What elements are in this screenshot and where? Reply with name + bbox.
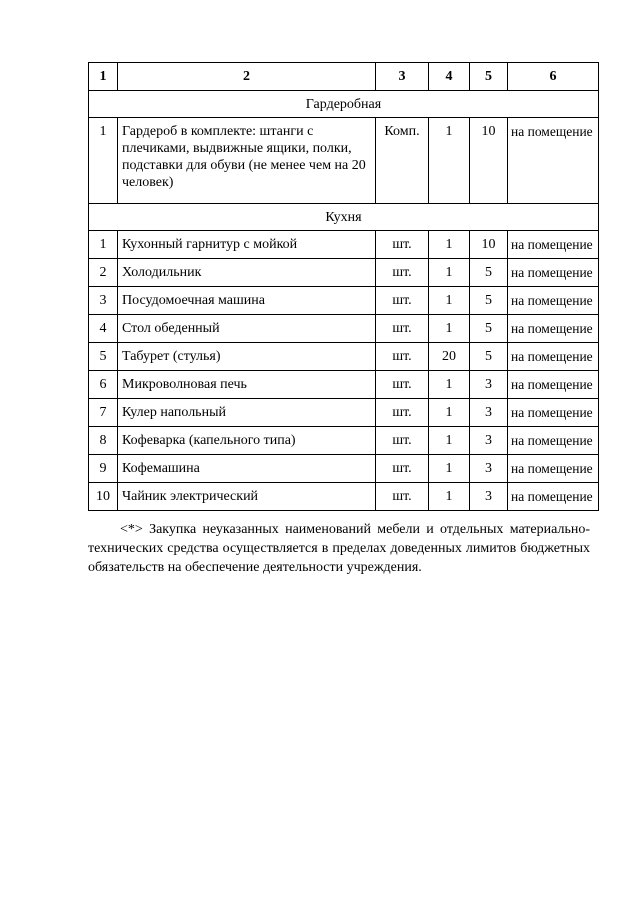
row-number: 2: [89, 259, 118, 287]
header-cell: 6: [508, 63, 599, 91]
table-row: [89, 343, 599, 371]
equipment-table: [88, 62, 599, 511]
item-name: Холодильник: [118, 259, 376, 287]
row-number: 6: [89, 371, 118, 399]
item-quantity: 1: [429, 427, 470, 455]
item-unit: шт.: [376, 371, 429, 399]
item-name: Кофеварка (капельного типа): [118, 427, 376, 455]
item-quantity: 1: [429, 455, 470, 483]
item-name: Чайник электрический: [118, 483, 376, 511]
item-service-life: 5: [470, 315, 508, 343]
item-quantity: 1: [429, 399, 470, 427]
item-quantity: 1: [429, 231, 470, 259]
item-name: Посудомоечная машина: [118, 287, 376, 315]
row-number: 10: [89, 483, 118, 511]
table-row: [89, 118, 599, 204]
item-service-life: 5: [470, 343, 508, 371]
table-row: [89, 427, 599, 455]
item-note: на помещение: [508, 399, 599, 427]
row-number: 8: [89, 427, 118, 455]
item-quantity: 1: [429, 259, 470, 287]
item-name: Стол обеденный: [118, 315, 376, 343]
item-name: Кофемашина: [118, 455, 376, 483]
table-row: [89, 455, 599, 483]
item-note: на помещение: [508, 287, 599, 315]
item-service-life: 3: [470, 399, 508, 427]
item-note: на помещение: [508, 455, 599, 483]
item-service-life: 3: [470, 371, 508, 399]
item-unit: шт.: [376, 287, 429, 315]
item-unit: шт.: [376, 427, 429, 455]
header-cell: 1: [89, 63, 118, 91]
item-note: на помещение: [508, 259, 599, 287]
item-name: Кулер напольный: [118, 399, 376, 427]
row-number: 1: [89, 118, 118, 204]
item-service-life: 3: [470, 427, 508, 455]
table-row: [89, 399, 599, 427]
item-service-life: 3: [470, 483, 508, 511]
item-unit: шт.: [376, 343, 429, 371]
item-unit: шт.: [376, 259, 429, 287]
item-note: на помещение: [508, 371, 599, 399]
item-name: Микроволновая печь: [118, 371, 376, 399]
row-number: 9: [89, 455, 118, 483]
section-row: [89, 204, 599, 231]
footnote: <*> Закупка неуказанных наименований мебели и отдельных материально-технических средства осуществляется в пределах доведенных лимитов бюджетных обязательств на обеспечение деятельности учреждения.: [88, 522, 590, 575]
item-service-life: 3: [470, 455, 508, 483]
item-quantity: 1: [429, 483, 470, 511]
row-number: 5: [89, 343, 118, 371]
header-cell: 5: [470, 63, 508, 91]
item-note: на помещение: [508, 118, 599, 204]
row-number: 3: [89, 287, 118, 315]
item-quantity: 20: [429, 343, 470, 371]
item-quantity: 1: [429, 118, 470, 204]
header-cell: 3: [376, 63, 429, 91]
item-note: на помещение: [508, 427, 599, 455]
item-service-life: 10: [470, 231, 508, 259]
table-body: [89, 63, 599, 511]
table-row: [89, 259, 599, 287]
section-title: Гардеробная: [89, 91, 599, 118]
item-note: на помещение: [508, 343, 599, 371]
item-quantity: 1: [429, 287, 470, 315]
section-title: Кухня: [89, 204, 599, 231]
item-note: на помещение: [508, 315, 599, 343]
item-unit: шт.: [376, 483, 429, 511]
item-quantity: 1: [429, 315, 470, 343]
section-row: [89, 91, 599, 118]
item-unit: Комп.: [376, 118, 429, 204]
item-note: на помещение: [508, 231, 599, 259]
table-row: [89, 483, 599, 511]
row-number: 4: [89, 315, 118, 343]
item-name: Табурет (стулья): [118, 343, 376, 371]
table-row: [89, 371, 599, 399]
item-unit: шт.: [376, 231, 429, 259]
row-number: 7: [89, 399, 118, 427]
table-header-row: [89, 63, 599, 91]
item-service-life: 10: [470, 118, 508, 204]
row-number: 1: [89, 231, 118, 259]
item-unit: шт.: [376, 315, 429, 343]
item-name: Кухонный гарнитур с мойкой: [118, 231, 376, 259]
item-unit: шт.: [376, 399, 429, 427]
item-service-life: 5: [470, 287, 508, 315]
table-row: [89, 315, 599, 343]
item-service-life: 5: [470, 259, 508, 287]
item-note: на помещение: [508, 483, 599, 511]
header-cell: 4: [429, 63, 470, 91]
item-unit: шт.: [376, 455, 429, 483]
table-row: [89, 231, 599, 259]
item-name: Гардероб в комплекте: штанги с плечиками, выдвижные ящики, полки, подставки для обуви (не менее чем на 20 человек): [118, 118, 376, 204]
header-cell: 2: [118, 63, 376, 91]
table-row: [89, 287, 599, 315]
item-quantity: 1: [429, 371, 470, 399]
